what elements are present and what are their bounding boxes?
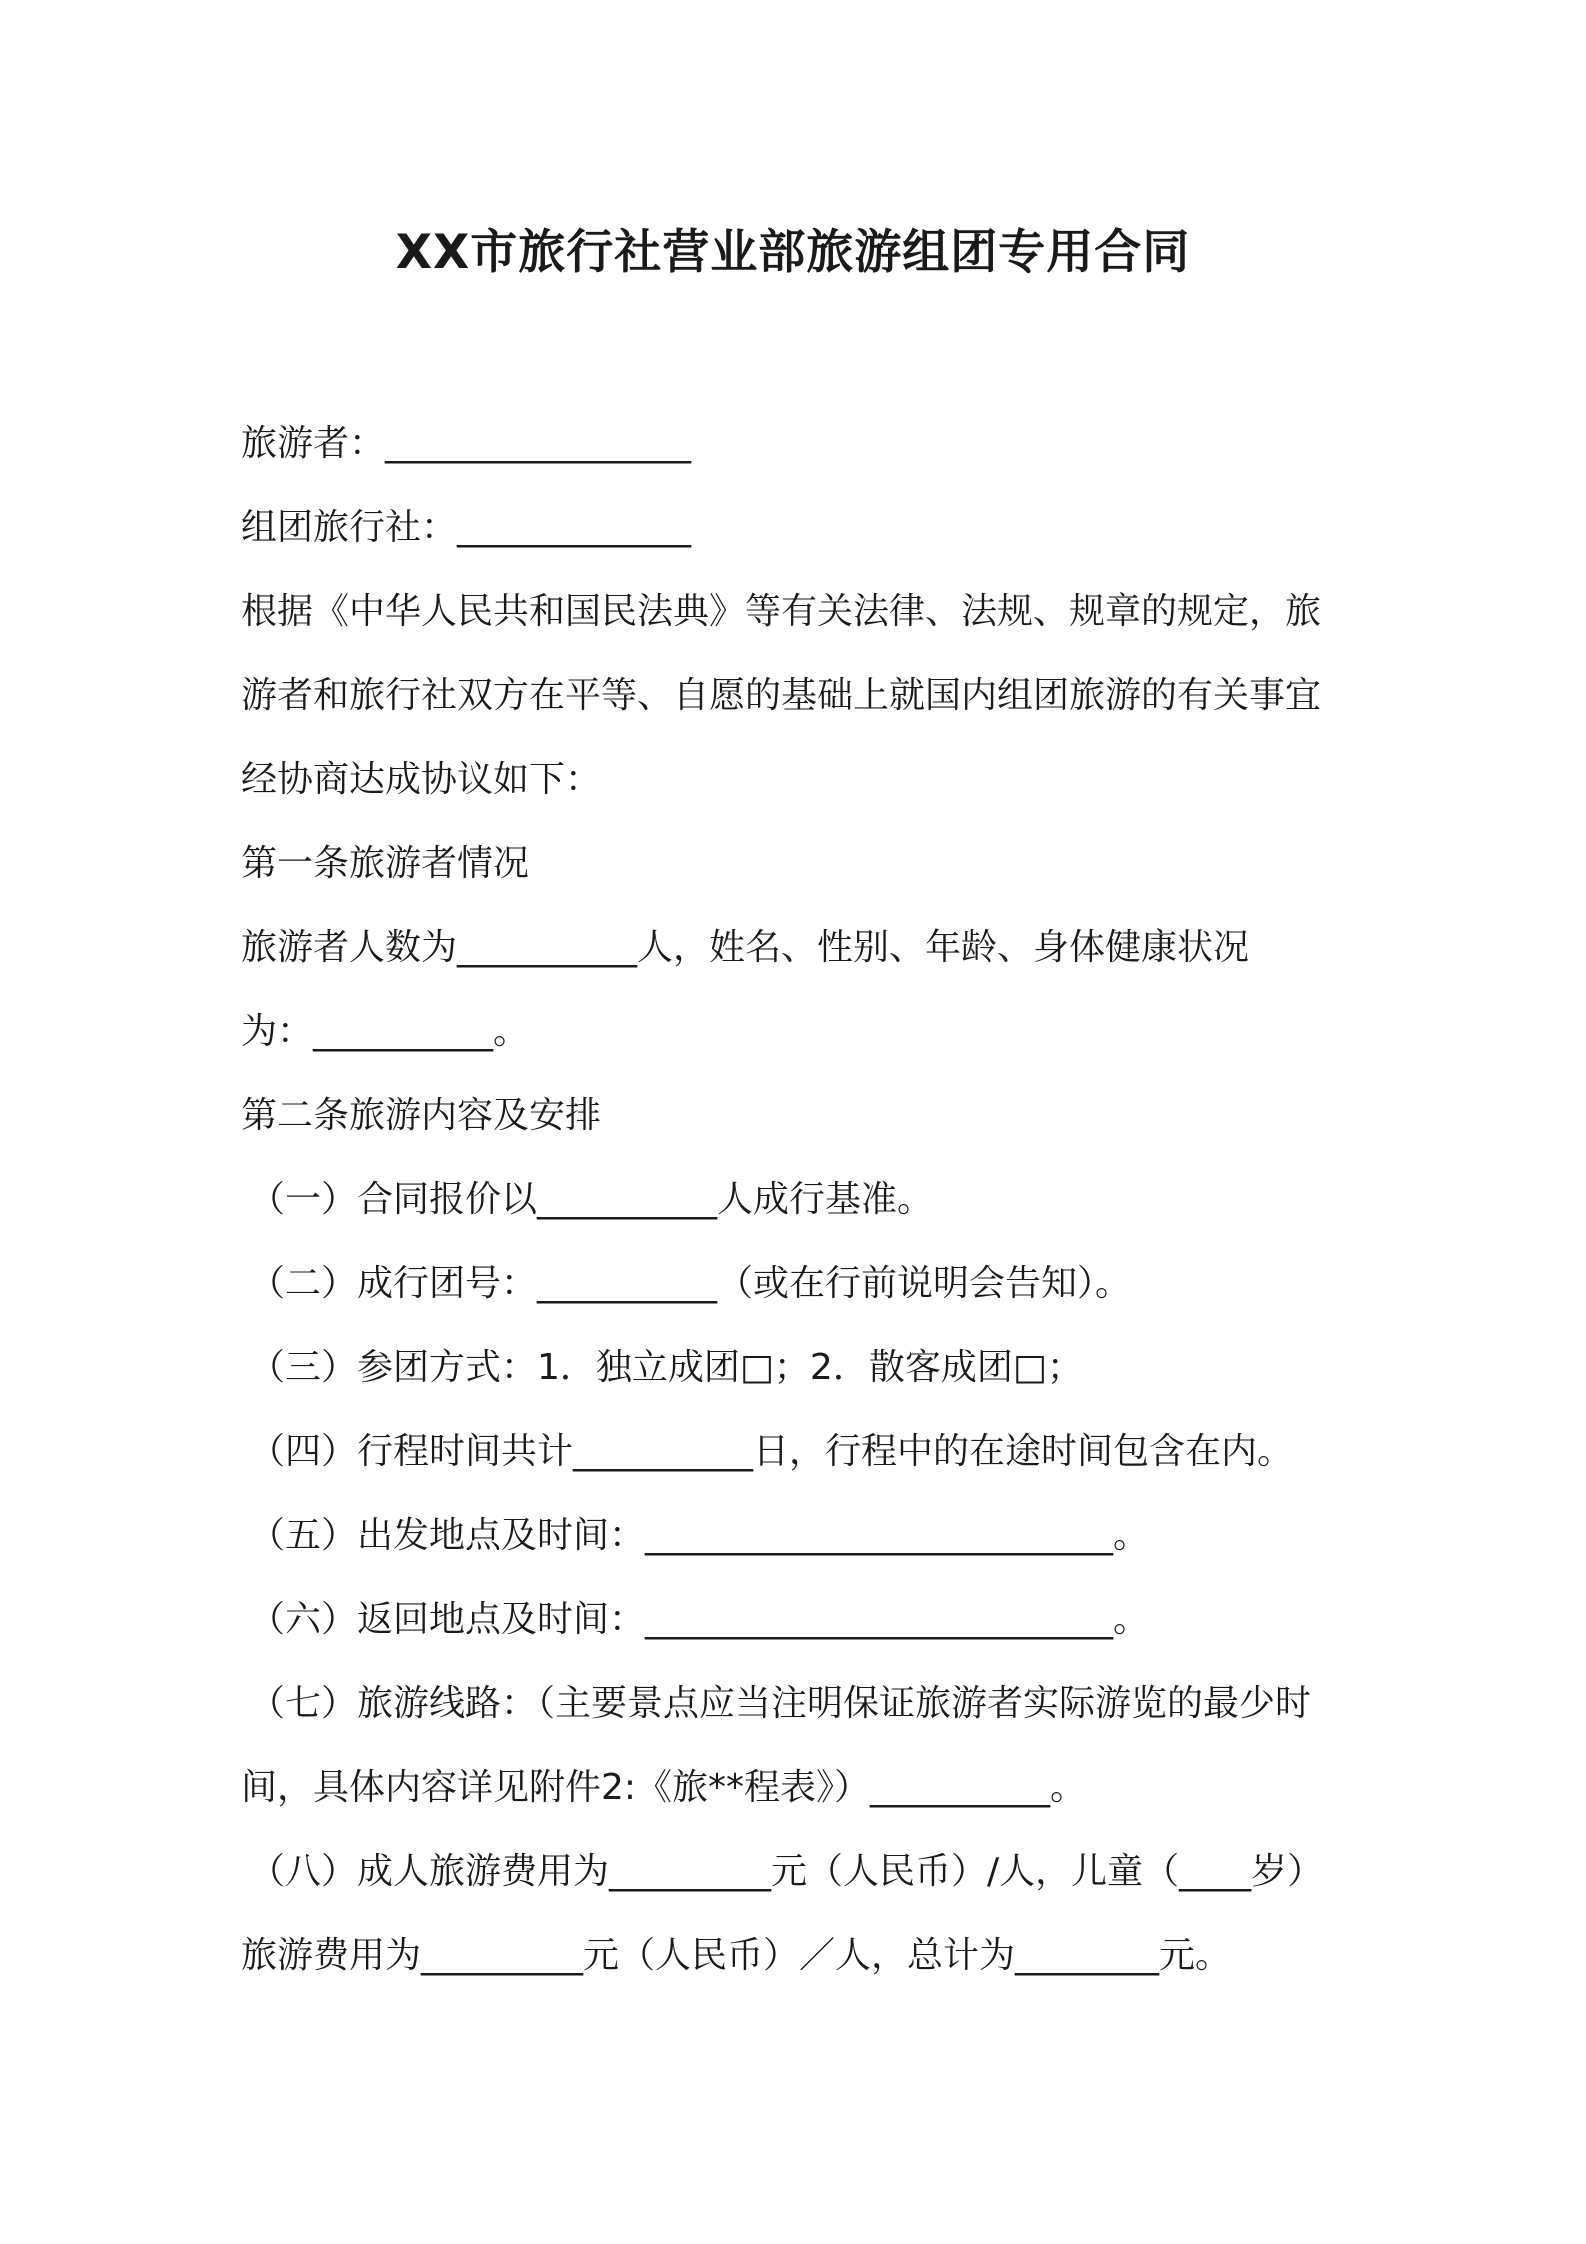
traveler-name-line: 旅游者：_________________	[241, 423, 692, 464]
clause-2: （二）成行团号：__________（或在行前说明会告知）。	[249, 1263, 1132, 1304]
clause-6: （六）返回地点及时间：__________________________。	[249, 1599, 1150, 1640]
article-1-line-1: 旅游者人数为__________人，姓名、性别、年龄、身体健康状况	[241, 927, 1250, 968]
preamble-line-2: 游者和旅行社双方在平等、自愿的基础上就国内组团旅游的有关事宜	[241, 675, 1322, 716]
preamble-line-1: 根据《中华人民共和国民法典》等有关法律、法规、规章的规定，旅	[241, 591, 1322, 632]
clause-8-line-1: （八）成人旅游费用为_________元（人民币）/人，儿童（____岁）	[249, 1851, 1324, 1892]
preamble-line-3: 经协商达成协议如下：	[241, 759, 602, 800]
clause-4: （四）行程时间共计__________日，行程中的在途时间包含在内。	[249, 1431, 1294, 1472]
article-1-heading: 第一条旅游者情况	[241, 843, 530, 884]
travel-agency-line: 组团旅行社：_____________	[241, 507, 692, 548]
clause-8-line-2: 旅游费用为_________元（人民币）／人，总计为________元。	[241, 1935, 1232, 1976]
document-title: XX市旅行社营业部旅游组团专用合同	[395, 225, 1191, 280]
article-1-line-2: 为：__________。	[241, 1011, 530, 1052]
document-body	[241, 402, 1356, 1998]
article-2-heading: 第二条旅游内容及安排	[241, 1095, 602, 1136]
clause-7-line-2: 间，具体内容详见附件2:《旅**程表》）__________。	[241, 1767, 1087, 1808]
clause-3: （三）参团方式：1．独立成团□；2．散客成团□；	[249, 1347, 1083, 1388]
clause-7-line-1: （七）旅游线路：（主要景点应当注明保证旅游者实际游览的最少时	[249, 1683, 1312, 1724]
clause-5: （五）出发地点及时间：__________________________。	[249, 1515, 1150, 1556]
clause-1: （一）合同报价以__________人成行基准。	[249, 1179, 934, 1220]
